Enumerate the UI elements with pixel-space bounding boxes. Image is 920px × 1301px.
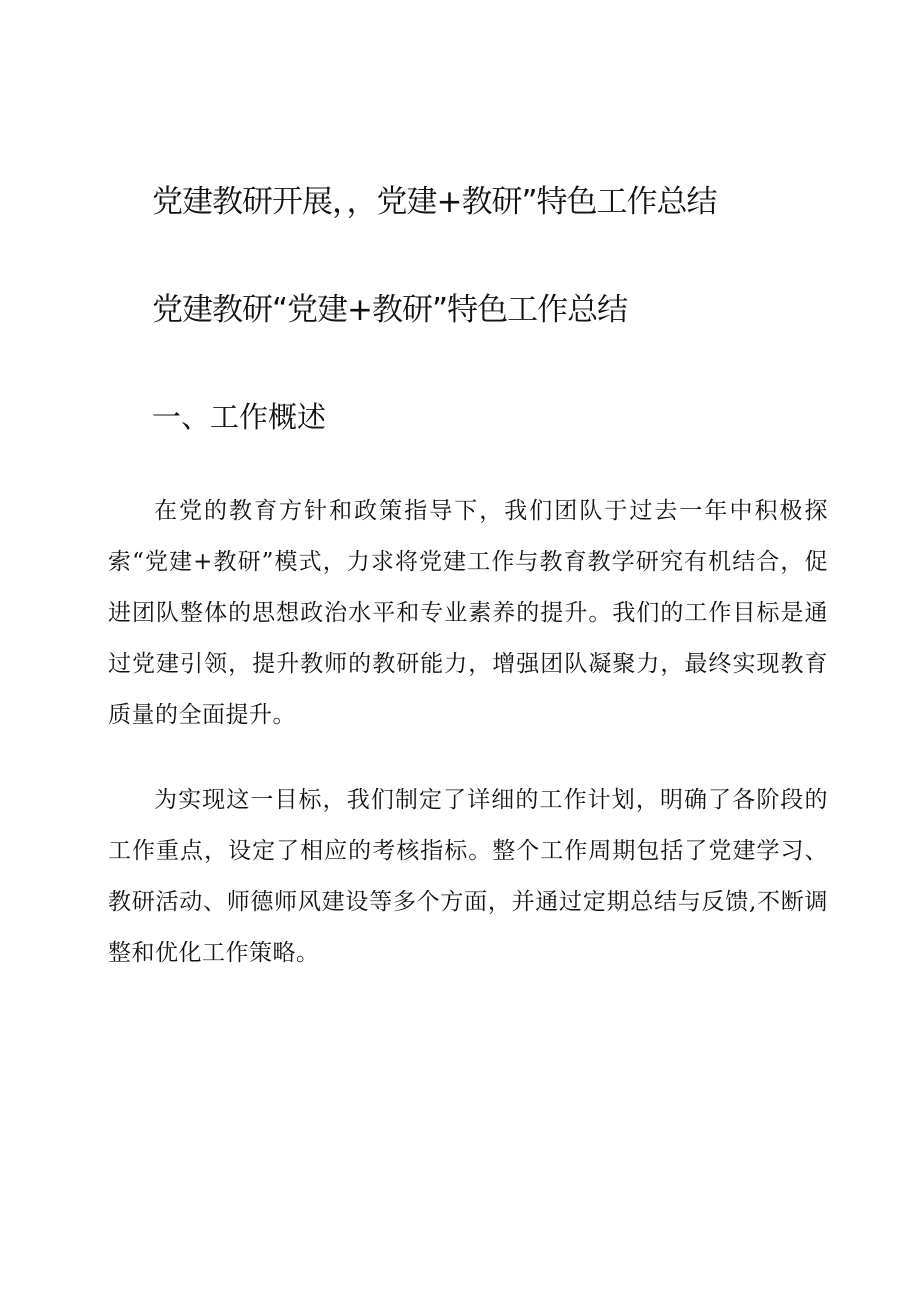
paragraph-overview: 在党的教育方针和政策指导下，我们团队于过去一年中积极探索“党建+教研”模式，力求将党建工作与教育教学研究有机结合，促进团队整体的思想政治水平和专业素养的提升。我们的工作目标是通过党建引领，提升教师的教研能力，增强团队凝聚力，最终实现教育质量的全面提升。 <box>108 498 828 728</box>
paragraph-plan: 为实现这一目标，我们制定了详细的工作计划，明确了各阶段的工作重点，设定了相应的考核指标。整个工作周期包括了党建学习、教研活动、师德师风建设等多个方面，并通过定期总结与反馈,不断调整和优化工作策略。 <box>108 787 828 966</box>
section-heading-overview: 一、工作概述 <box>152 400 327 434</box>
document-subtitle: 党建教研“党建+教研”特色工作总结 <box>152 292 628 328</box>
document-title: 党建教研开展，，党建+教研”特色工作总结 <box>152 184 717 220</box>
